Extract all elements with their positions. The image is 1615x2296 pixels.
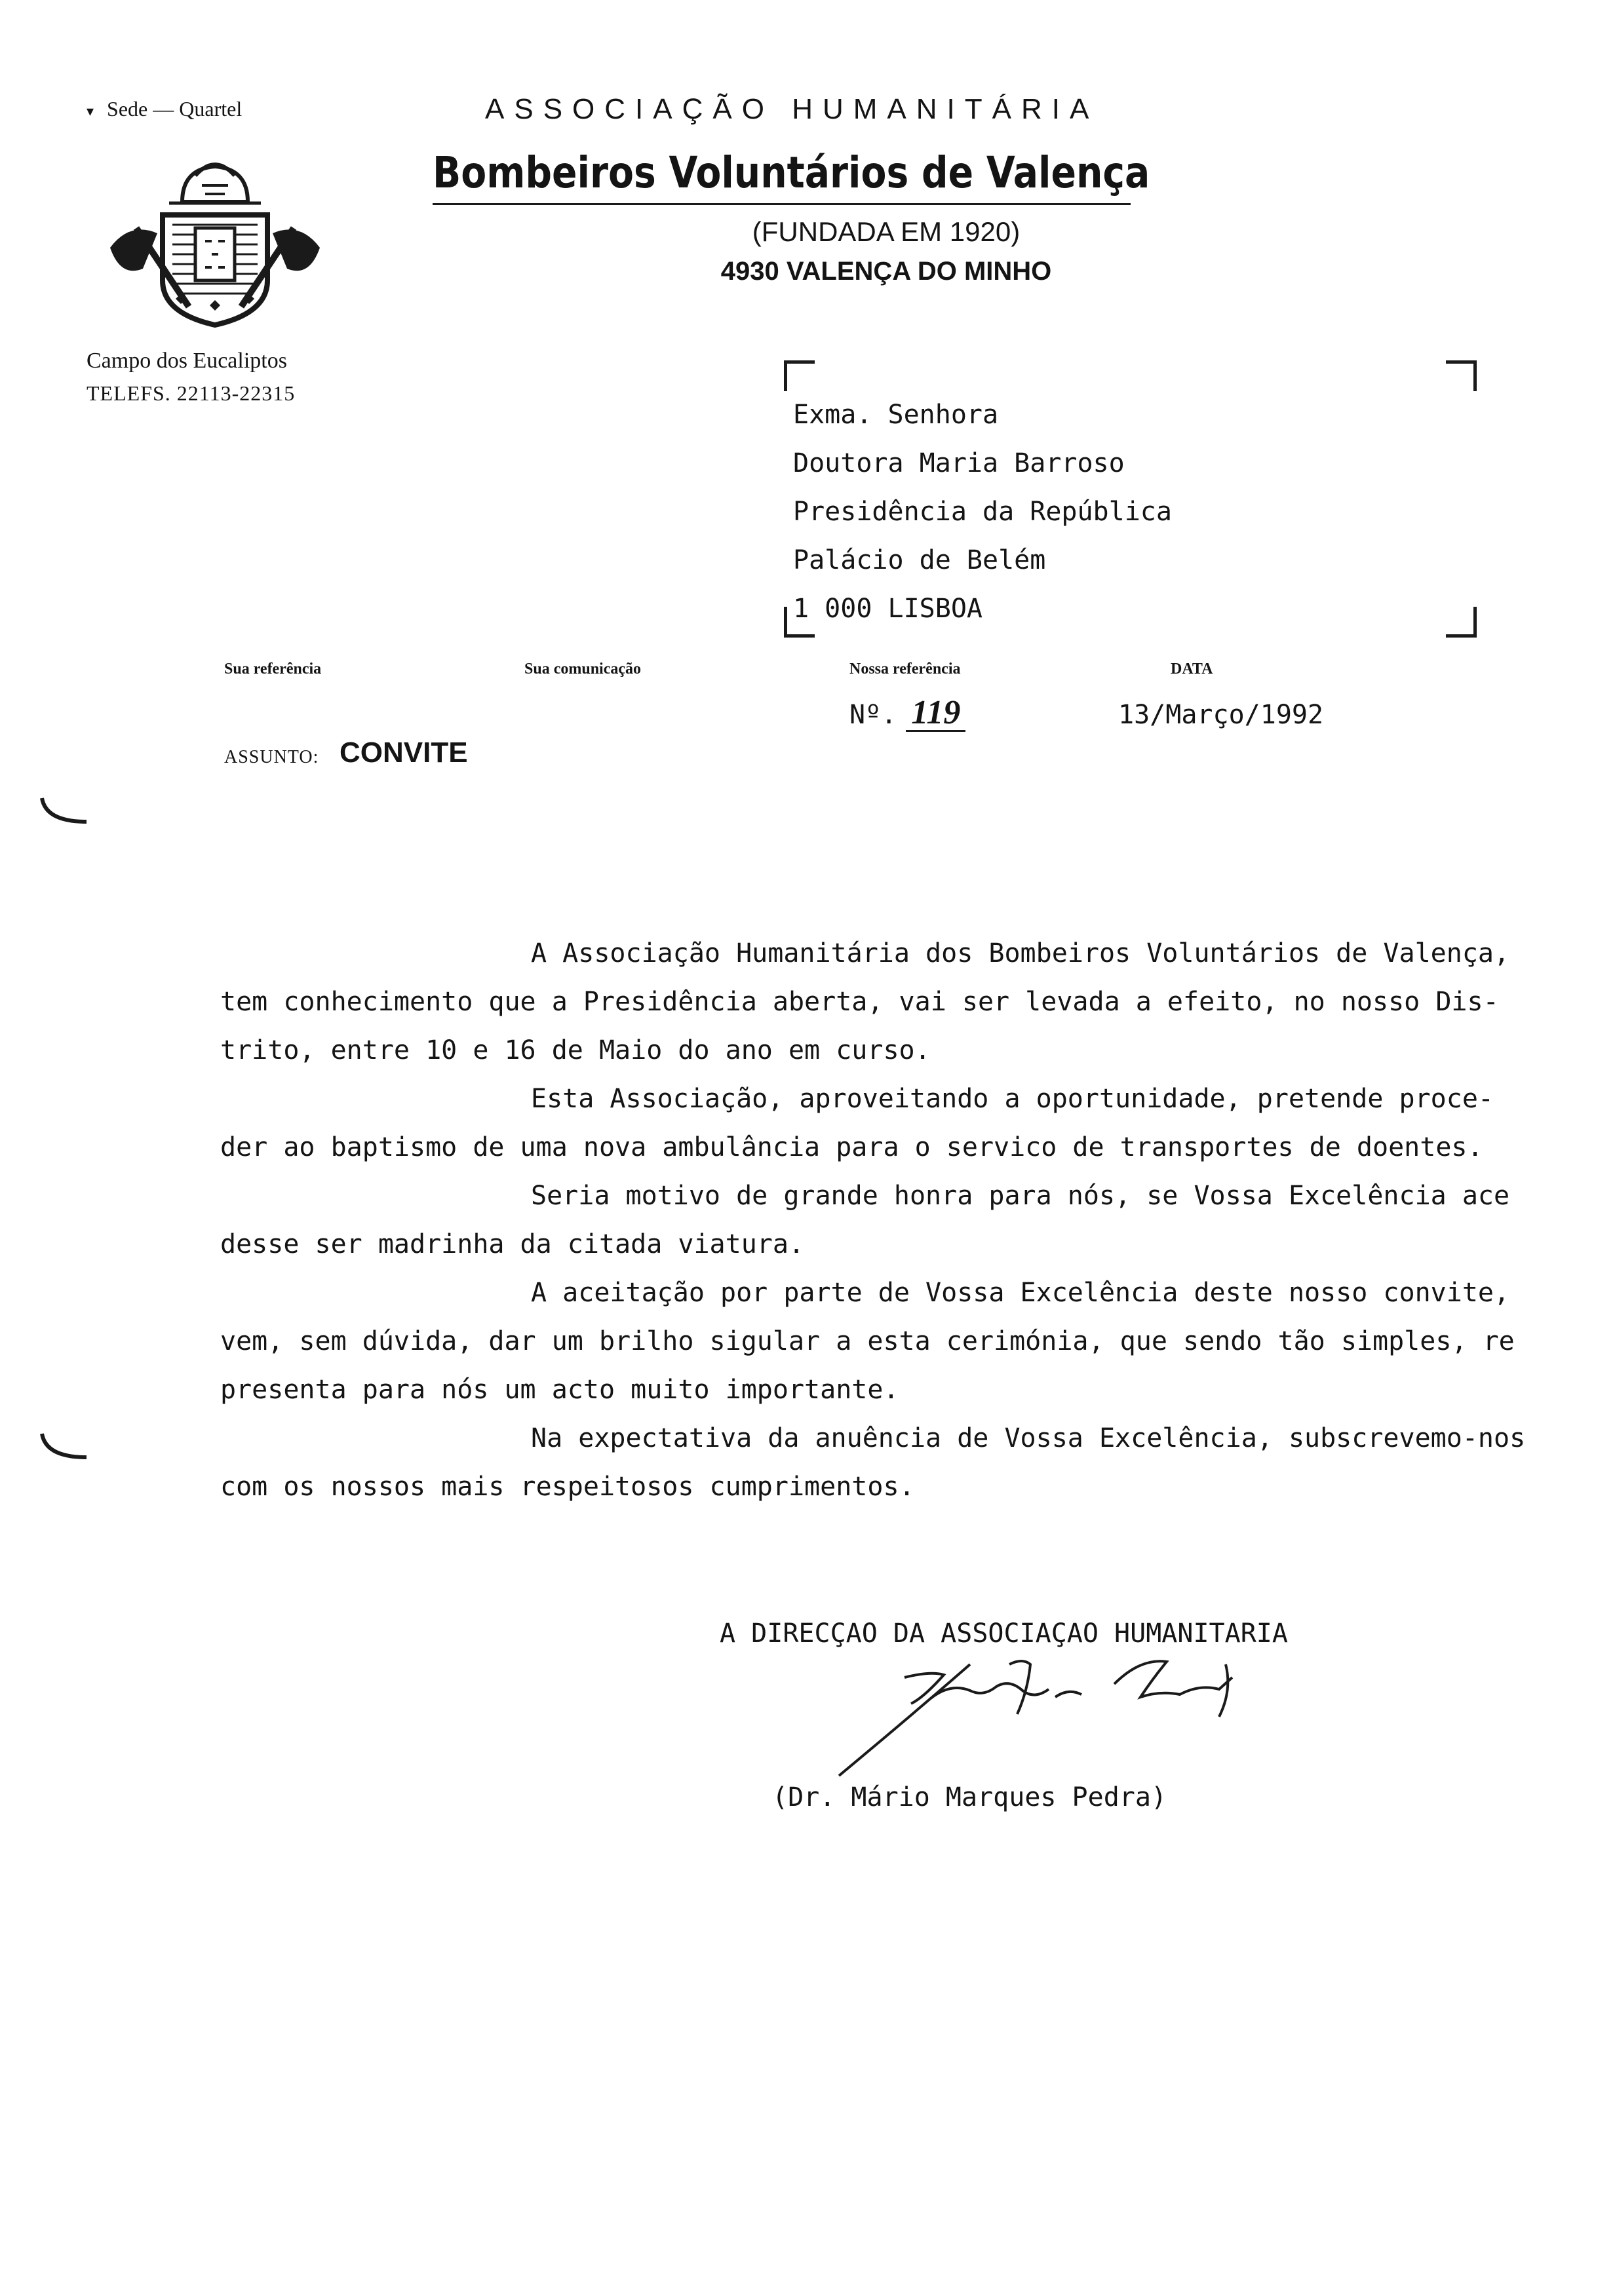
subject-value: CONVITE	[340, 737, 468, 769]
body-line: trito, entre 10 e 16 de Maio do ano em curso.	[220, 1035, 931, 1065]
body-line: tem conhecimento que a Presidência aberta, vai ser levada a efeito, no nosso Dis-	[220, 987, 1499, 1017]
data-label: DATA	[1171, 660, 1213, 678]
address-window-corner-tr	[1446, 360, 1477, 391]
punch-mark-icon	[34, 1428, 100, 1481]
address-window-corner-tl	[784, 360, 815, 391]
body-line: com os nossos mais respeitosos cumprimentos.	[220, 1472, 915, 1502]
recipient-line: Exma. Senhora	[793, 400, 999, 430]
body-line: Seria motivo de grande honra para nós, se Vossa Excelência ace	[531, 1181, 1510, 1211]
reference-number-value: 119	[906, 696, 965, 732]
letter-date: 13/Março/1992	[1118, 700, 1324, 730]
bullet-icon: ▾	[87, 102, 94, 119]
sua-comunicacao-label: Sua comunicação	[524, 660, 642, 678]
body-line: Na expectativa da anuência de Vossa Excelência, subscrevemo-nos	[531, 1423, 1526, 1453]
handwritten-signature-icon	[773, 1651, 1311, 1782]
org-name-underline	[433, 203, 1131, 205]
closing-direccao: A DIRECÇAO DA ASSOCIAÇAO HUMANITARIA	[720, 1618, 1288, 1649]
punch-mark-icon	[34, 793, 100, 845]
body-line: desse ser madrinha da citada viatura.	[220, 1229, 805, 1259]
recipient-line: Doutora Maria Barroso	[793, 448, 1125, 478]
city-text: 4930 VALENÇA DO MINHO	[720, 257, 1052, 286]
reference-number: Nº. 119	[849, 696, 965, 732]
body-line: presenta para nós um acto muito importante.	[220, 1375, 899, 1405]
signer-name: (Dr. Mário Marques Pedra)	[772, 1782, 1167, 1812]
org-name-line1: ASSOCIAÇÃO HUMANITÁRIA	[485, 93, 1099, 125]
nossa-referencia-label: Nossa referência	[849, 660, 961, 678]
letterhead-address: Campo dos Eucaliptos	[87, 349, 287, 373]
body-line: A Associação Humanitária dos Bombeiros Voluntários de Valença,	[531, 938, 1510, 968]
body-line: Esta Associação, aproveitando a oportunidade, pretende proce-	[531, 1084, 1494, 1114]
recipient-line: Presidência da República	[793, 497, 1172, 527]
founded-text: (FUNDADA EM 1920)	[752, 216, 1021, 247]
headquarters-label: ▾ Sede — Quartel	[87, 97, 243, 121]
sua-referencia-label: Sua referência	[224, 660, 322, 678]
body-line: der ao baptismo de uma nova ambulância para o servico de transportes de doentes.	[220, 1132, 1483, 1162]
recipient-line: 1 000 LISBOA	[793, 594, 983, 624]
recipient-line: Palácio de Belém	[793, 545, 1046, 575]
org-name-line2: Bombeiros Voluntários de Valença	[433, 147, 1150, 198]
subject-label: ASSUNTO:	[224, 747, 319, 767]
body-line: vem, sem dúvida, dar um brilho sigular a esta cerimónia, que sendo tão simples, re	[220, 1326, 1515, 1356]
body-line: A aceitação por parte de Vossa Excelência deste nosso convite,	[531, 1278, 1510, 1308]
letterhead-phones: TELEFS. 22113-22315	[87, 381, 296, 405]
address-window-corner-br	[1446, 607, 1477, 638]
